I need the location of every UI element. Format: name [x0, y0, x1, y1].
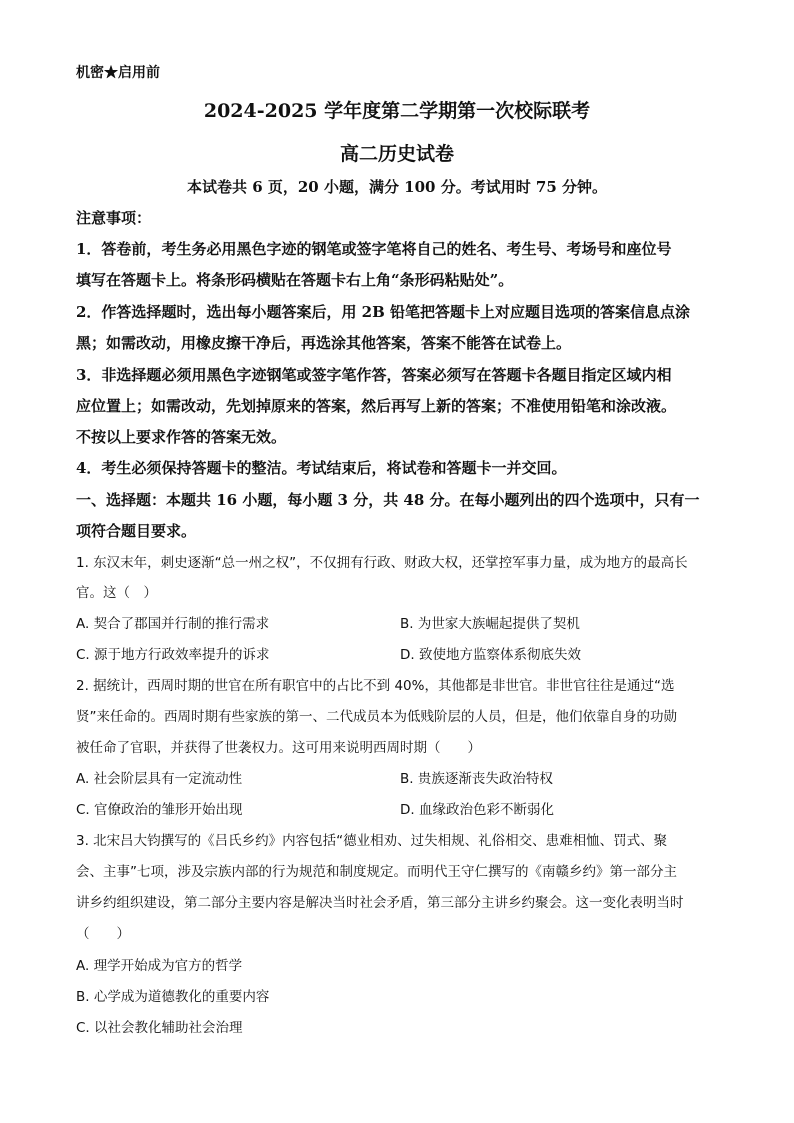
- notice-line: 黑；如需改动，用橡皮擦干净后，再选涂其他答案，答案不能答在试卷上。: [76, 334, 572, 352]
- question-2-option-b: B. 贵族逐渐丧失政治特权: [400, 771, 553, 787]
- question-2-option-d: D. 血缘政治色彩不断弱化: [400, 802, 554, 818]
- notice-line: 填写在答题卡上。将条形码横贴在答题卡右上角“条形码粘贴处”。: [76, 271, 514, 289]
- notice-line: 2．作答选择题时，选出每小题答案后，用 2B 铅笔把答题卡上对应题目选项的答案信息点涂: [76, 303, 691, 321]
- notice-line: 4．考生必须保持答题卡的整洁。考试结束后，将试卷和答题卡一并交回。: [76, 459, 567, 477]
- question-3-option-b: B. 心学成为道德教化的重要内容: [76, 989, 270, 1005]
- question-2-option-a: A. 社会阶层具有一定流动性: [76, 771, 243, 787]
- section-heading: 项符合题目要求。: [76, 522, 197, 540]
- notice-line: 不按以上要求作答的答案无效。: [76, 428, 287, 446]
- notice-line: 1．答卷前，考生务必用黑色字迹的钢笔或签字笔将自己的姓名、考生号、考场号和座位号: [76, 240, 672, 258]
- question-1-option-c: C. 源于地方行政效率提升的诉求: [76, 647, 270, 663]
- exam-subtitle: 高二历史试卷: [339, 143, 454, 165]
- confidential-label: 机密★启用前: [76, 65, 160, 81]
- notice-line: 应位置上；如需改动，先划掉原来的答案，然后再写上新的答案；不准使用铅笔和涂改液。: [76, 397, 677, 415]
- exam-info: 本试卷共 6 页，20 小题，满分 100 分。考试用时 75 分钟。: [186, 178, 608, 196]
- section-heading: 一、选择题：本题共 16 小题，每小题 3 分，共 48 分。在每小题列出的四个选项中，只有一: [76, 491, 700, 509]
- question-1-option-d: D. 致使地方监察体系彻底失效: [400, 647, 581, 663]
- question-3-option-a: A. 理学开始成为官方的哲学: [76, 958, 243, 974]
- exam-title: 2024-2025 学年度第二学期第一次校际联考: [203, 100, 591, 122]
- question-1-stem: 1. 东汉末年，刺史逐渐“总一州之权”，不仅拥有行政、财政大权，还掌控军事力量，成为地方的最高长: [76, 555, 688, 571]
- question-2-stem: 被任命了官职，并获得了世袭权力。这可用来说明西周时期（ ）: [76, 740, 481, 756]
- question-1-option-b: B. 为世家大族崛起提供了契机: [400, 616, 580, 632]
- question-2-stem: 贤”来任命的。西周时期有些家族的第一、二代成员本为低贱阶层的人员，但是，他们依靠自身的功勋: [76, 709, 677, 725]
- notice-heading: 注意事项：: [76, 209, 152, 227]
- question-2-option-c: C. 官僚政治的雏形开始出现: [76, 802, 243, 818]
- question-3-option-c: C. 以社会教化辅助社会治理: [76, 1020, 243, 1036]
- question-3-stem: （ ）: [76, 926, 130, 942]
- question-1-option-a: A. 契合了郡国并行制的推行需求: [76, 616, 270, 632]
- question-3-stem: 讲乡约组织建设，第二部分主要内容是解决当时社会矛盾，第三部分主讲乡约聚会。这一变化表明当时: [76, 895, 684, 911]
- question-2-stem: 2. 据统计，西周时期的世官在所有职官中的占比不到 40%，其他都是非世官。非世官往往是通过“选: [76, 678, 675, 694]
- question-3-stem: 会、主事”七项，涉及宗族内部的行为规范和制度规定。而明代王守仁撰写的《南赣乡约》第一部分主: [76, 864, 677, 880]
- question-3-stem: 3. 北宋吕大钧撰写的《吕氏乡约》内容包括“德业相劝、过失相规、礼俗相交、患难相恤、罚式、聚: [76, 833, 668, 849]
- notice-line: 3．非选择题必须用黑色字迹钢笔或签字笔作答，答案必须写在答题卡各题目指定区域内相: [76, 366, 672, 384]
- question-1-stem: 官。这（ ）: [76, 585, 157, 601]
